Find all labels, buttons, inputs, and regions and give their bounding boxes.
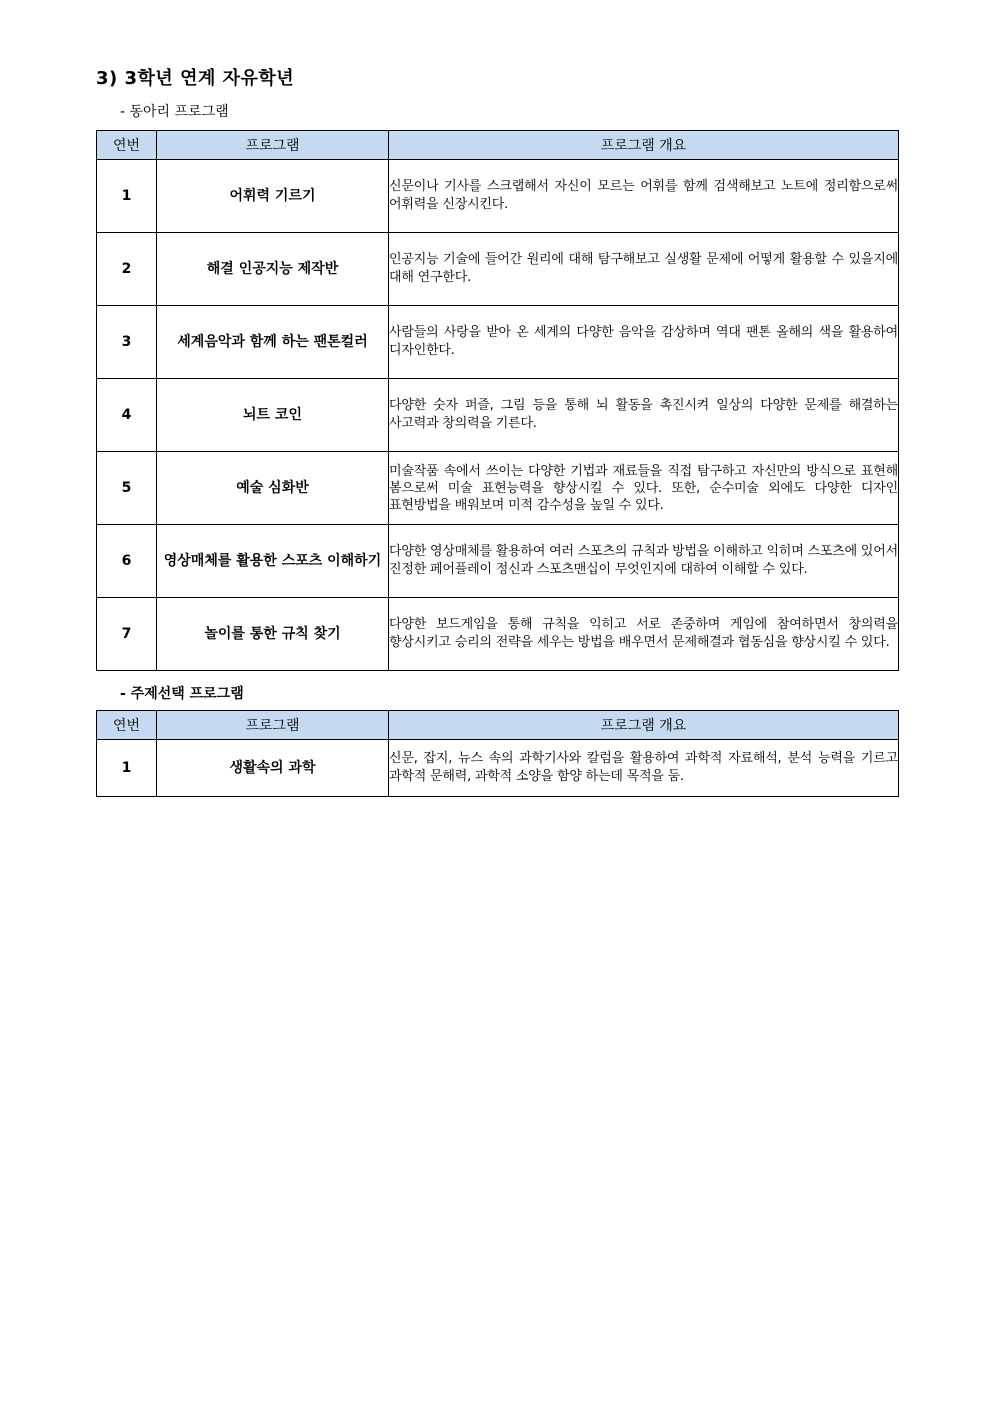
table-row	[97, 306, 899, 379]
row-no: 4	[97, 379, 157, 452]
row-no: 6	[97, 525, 157, 598]
row-no: 3	[97, 306, 157, 379]
row-program: 생활속의 과학	[157, 740, 389, 797]
header-program: 프로그램	[157, 131, 389, 160]
table-header-row	[97, 711, 899, 740]
row-overview: 인공지능 기술에 들어간 원리에 대해 탐구해보고 실생활 문제에 어떻게 활용할 수 있을지에 대해 연구한다.	[389, 233, 899, 306]
row-program: 해결 인공지능 제작반	[157, 233, 389, 306]
row-no: 1	[97, 740, 157, 797]
row-program: 어휘력 기르기	[157, 160, 389, 233]
table-header-row	[97, 131, 899, 160]
row-program: 예술 심화반	[157, 452, 389, 525]
table-row	[97, 598, 899, 671]
topic-section-title: - 주제선택 프로그램	[120, 686, 244, 702]
row-program: 놀이를 통한 규칙 찾기	[157, 598, 389, 671]
row-overview: 미술작품 속에서 쓰이는 다양한 기법과 재료들을 직접 탐구하고 자신만의 방식으로 표현해 봄으로써 미술 표현능력을 향상시킬 수 있다. 또한, 순수미술 외에도 다양한 디자인 표현방법을 배워보며 미적 감수성을 높일 수 있다.	[389, 452, 899, 525]
row-no: 1	[97, 160, 157, 233]
header-no: 연번	[97, 711, 157, 740]
table-row	[97, 233, 899, 306]
table-row	[97, 452, 899, 525]
page-title: 3) 3학년 연계 자유학년	[96, 68, 295, 89]
row-no: 2	[97, 233, 157, 306]
row-program: 뇌트 코인	[157, 379, 389, 452]
table-row	[97, 379, 899, 452]
header-overview: 프로그램 개요	[389, 711, 899, 740]
row-no: 7	[97, 598, 157, 671]
topic-program-table	[96, 710, 899, 797]
table-row	[97, 160, 899, 233]
row-overview: 다양한 보드게임을 통해 규칙을 익히고 서로 존중하며 게임에 참여하면서 창의력을 향상시키고 승리의 전략을 세우는 방법을 배우면서 문제해결과 협동심을 향상시킬 수 있다.	[389, 598, 899, 671]
club-program-table	[96, 130, 899, 671]
row-overview: 사람들의 사랑을 받아 온 세계의 다양한 음악을 감상하며 역대 팬톤 올해의 색을 활용하여 디자인한다.	[389, 306, 899, 379]
header-program: 프로그램	[157, 711, 389, 740]
row-program: 세계음악과 함께 하는 팬톤컬러	[157, 306, 389, 379]
table-row	[97, 525, 899, 598]
row-overview: 다양한 숫자 퍼즐, 그림 등을 통해 뇌 활동을 촉진시켜 일상의 다양한 문제를 해결하는 사고력과 창의력을 기른다.	[389, 379, 899, 452]
club-section-title: - 동아리 프로그램	[120, 104, 229, 120]
header-overview: 프로그램 개요	[389, 131, 899, 160]
table-row	[97, 740, 899, 797]
row-no: 5	[97, 452, 157, 525]
header-no: 연번	[97, 131, 157, 160]
row-overview: 다양한 영상매체를 활용하여 여러 스포츠의 규칙과 방법을 이해하고 익히며 스포츠에 있어서 진정한 페어플레이 정신과 스포츠맨십이 무엇인지에 대하여 이해할 수 있다.	[389, 525, 899, 598]
row-overview: 신문이나 기사를 스크랩해서 자신이 모르는 어휘를 함께 검색해보고 노트에 정리함으로써 어휘력을 신장시킨다.	[389, 160, 899, 233]
row-program: 영상매체를 활용한 스포츠 이해하기	[157, 525, 389, 598]
row-overview: 신문, 잡지, 뉴스 속의 과학기사와 칼럼을 활용하여 과학적 자료해석, 분석 능력을 기르고 과학적 문해력, 과학적 소양을 함양 하는데 목적을 둠.	[389, 740, 899, 797]
